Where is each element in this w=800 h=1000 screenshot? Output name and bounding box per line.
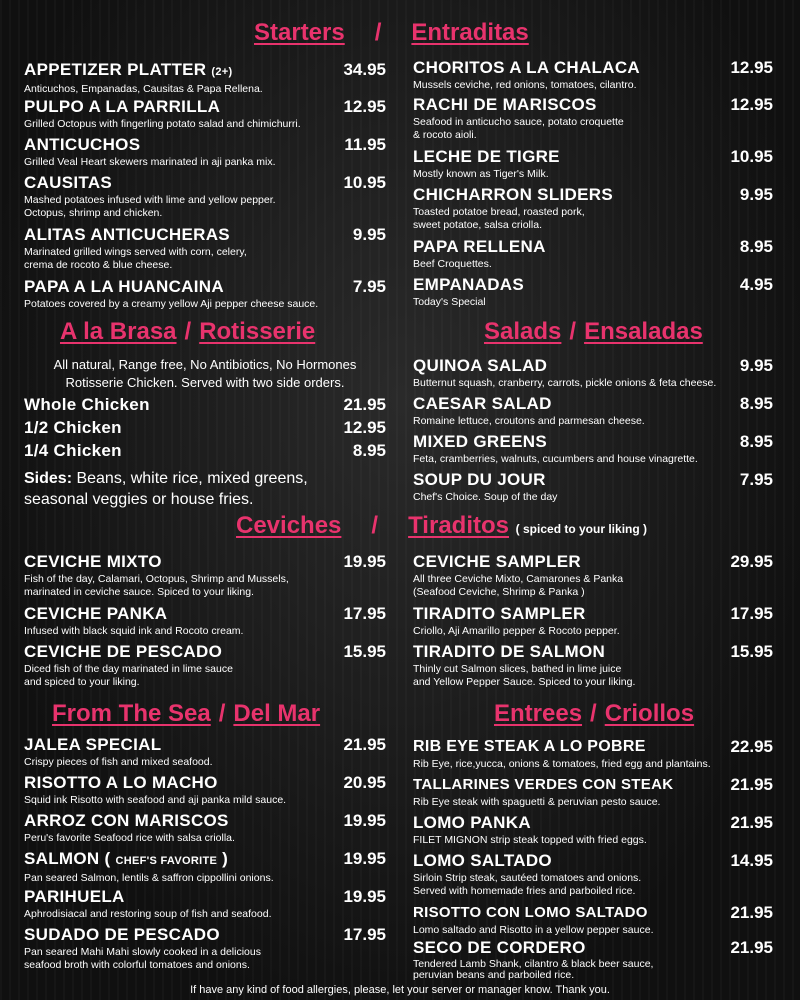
- item-price: 21.95: [343, 395, 386, 414]
- menu-item: [413, 903, 775, 937]
- item-name: CEVICHE PANKA: [24, 604, 168, 623]
- item-description: Rib Eye, rice,yucca, onions & tomatoes, fried egg and plantains.: [413, 758, 711, 770]
- item-price: 15.95: [730, 642, 773, 661]
- header-salads: [484, 318, 703, 346]
- menu-item: [413, 432, 775, 466]
- allergy-notice: If have any kind of food allergies, please, let your server or manager know. Thank you.: [190, 984, 610, 996]
- item-price: 7.95: [739, 470, 773, 489]
- item-name: TALLARINES VERDES CON STEAK: [413, 776, 674, 793]
- menu-item: [24, 395, 386, 415]
- item-name: TIRADITO DE SALMON: [413, 642, 606, 661]
- menu-item: [413, 470, 775, 504]
- menu-item: [24, 849, 386, 885]
- item-description: Squid ink Risotto with seafood and aji panka mild sauce.: [24, 794, 287, 806]
- header-brasa-es: Rotisserie: [199, 318, 316, 345]
- item-name: CEVICHE MIXTO: [24, 552, 162, 571]
- header-sea-en: From The Sea: [52, 700, 211, 727]
- menu-item: [24, 604, 386, 638]
- menu-item: [24, 173, 386, 220]
- item-description: Lomo saltado and Risotto in a yellow pepper sauce.: [413, 924, 654, 936]
- menu-item: [24, 135, 386, 169]
- item-name: RACHI DE MARISCOS: [413, 95, 597, 114]
- brasa-sides: [24, 468, 394, 510]
- item-name: 1/4 Chicken: [24, 441, 122, 460]
- item-price: 12.95: [343, 97, 386, 116]
- menu-item: [413, 642, 775, 689]
- menu-item: [413, 237, 775, 271]
- item-price: 19.95: [343, 887, 386, 906]
- item-description: Mostly known as Tiger's Milk.: [413, 168, 549, 180]
- item-name: PULPO A LA PARRILLA: [24, 97, 221, 116]
- header-ceviches-es: Tiraditos: [408, 512, 509, 539]
- item-name: PAPA A LA HUANCAINA: [24, 277, 224, 296]
- menu-item: [24, 60, 386, 96]
- item-price: 12.95: [730, 95, 773, 114]
- item-description: Romaine lettuce, croutons and parmesan cheese.: [413, 415, 645, 427]
- item-price: 9.95: [739, 185, 773, 204]
- header-separator: /: [374, 19, 382, 46]
- item-note: CHEF'S FAVORITE: [115, 855, 218, 867]
- item-name: SALMON (: [24, 849, 116, 868]
- header-starters-en: Starters: [254, 19, 345, 46]
- item-price: 19.95: [343, 552, 386, 571]
- item-description: All three Ceviche Mixto, Camarones & Panka (Seafood Ceviche, Shrimp & Panka ): [413, 573, 624, 598]
- item-description: Sirloin Strip steak, sautéed tomatoes and onions. Served with homemade fries and parboiled rice.: [413, 872, 642, 897]
- item-price: 34.95: [343, 60, 386, 79]
- header-separator: /: [371, 512, 379, 539]
- header-entrees: [494, 700, 694, 728]
- menu-item: [24, 735, 386, 769]
- header-entrees-en: Entrees: [494, 700, 583, 727]
- item-price: 14.95: [730, 851, 773, 870]
- item-name: EMPANADAS: [413, 275, 525, 294]
- item-name: RISOTTO CON LOMO SALTADO: [413, 904, 648, 921]
- item-price: 4.95: [739, 275, 773, 294]
- item-name-tail: ): [217, 849, 229, 868]
- menu-item: [413, 185, 775, 232]
- item-description: Chef's Choice. Soup of the day: [413, 491, 558, 503]
- sides-text: Beans, white rice, mixed greens, seasonal veggies or house fries.: [24, 470, 308, 508]
- menu-item: [413, 147, 775, 181]
- menu-item: [24, 811, 386, 845]
- menu-item: [24, 97, 386, 131]
- header-brasa: [60, 318, 315, 346]
- item-price: 8.95: [739, 394, 773, 413]
- item-name: ANTICUCHOS: [24, 135, 141, 154]
- item-price: 10.95: [343, 173, 386, 192]
- header-starters: [254, 19, 529, 47]
- item-description: Pan seared Mahi Mahi slowly cooked in a delicious seafood broth with colorful tomatoes and onions.: [24, 946, 261, 971]
- menu-item: [413, 58, 775, 92]
- item-description: Rib Eye steak with spaguetti & peruvian pesto sauce.: [413, 796, 661, 808]
- header-sea: [52, 700, 320, 728]
- menu-item: [413, 552, 775, 599]
- item-price: 9.95: [739, 356, 773, 375]
- header-separator: /: [184, 318, 192, 345]
- item-description: Mussels ceviche, red onions, tomatoes, cilantro.: [413, 79, 637, 91]
- header-starters-es: Entraditas: [411, 19, 529, 46]
- menu-item: [413, 851, 775, 898]
- item-price: 21.95: [730, 903, 773, 922]
- item-price: 29.95: [730, 552, 773, 571]
- item-description: Mashed potatoes infused with lime and yellow pepper. Octopus, shrimp and chicken.: [24, 194, 276, 219]
- item-price: 20.95: [343, 773, 386, 792]
- menu-item: [24, 887, 386, 921]
- item-description: Potatoes covered by a creamy yellow Aji pepper cheese sauce.: [24, 298, 319, 310]
- item-price: 8.95: [739, 432, 773, 451]
- menu-item: [413, 813, 775, 847]
- item-name: PARIHUELA: [24, 887, 125, 906]
- header-sea-es: Del Mar: [233, 700, 321, 727]
- item-name: CHICHARRON SLIDERS: [413, 185, 613, 204]
- item-description: Criollo, Aji Amarillo pepper & Rocoto pepper.: [413, 625, 620, 637]
- item-name: TIRADITO SAMPLER: [413, 604, 586, 623]
- header-salads-es: Ensaladas: [584, 318, 703, 345]
- item-description: Crispy pieces of fish and mixed seafood.: [24, 756, 213, 768]
- menu-item: [413, 275, 775, 309]
- item-name: CAESAR SALAD: [413, 394, 552, 413]
- item-name: RIB EYE STEAK A LO POBRE: [413, 738, 646, 755]
- menu-item: [24, 552, 386, 599]
- item-name: CEVICHE DE PESCADO: [24, 642, 223, 661]
- item-description: Beef Croquettes.: [413, 258, 492, 270]
- item-price: 19.95: [343, 811, 386, 830]
- header-ceviches-en: Ceviches: [236, 512, 342, 539]
- item-description: Grilled Veal Heart skewers marinated in aji panka mix.: [24, 156, 276, 168]
- item-name: MIXED GREENS: [413, 432, 547, 451]
- menu-item: [413, 394, 775, 428]
- item-price: 21.95: [730, 813, 773, 832]
- item-description: Pan seared Salmon, lentils & saffron cippollini onions.: [24, 872, 274, 884]
- item-name: RISOTTO A LO MACHO: [24, 773, 218, 792]
- item-price: 8.95: [352, 441, 386, 460]
- item-price: 9.95: [352, 225, 386, 244]
- menu-item: [24, 418, 386, 438]
- item-description: Today's Special: [413, 296, 486, 308]
- item-name: PAPA RELLENA: [413, 237, 546, 256]
- header-separator: /: [218, 700, 226, 727]
- item-price: 12.95: [343, 418, 386, 437]
- menu-item: [413, 604, 775, 638]
- header-ceviches-note: ( spiced to your liking ): [515, 522, 648, 536]
- item-description: Grilled Octopus with fingerling potato salad and chimichurri.: [24, 118, 301, 130]
- item-description: FILET MIGNON strip steak topped with fried eggs.: [413, 834, 647, 846]
- header-separator: /: [590, 700, 597, 727]
- menu-item: [24, 773, 386, 807]
- item-description: Toasted potatoe bread, roasted pork, sweet potatoe, salsa criolla.: [413, 206, 585, 231]
- item-name: CHORITOS A LA CHALACA: [413, 58, 640, 77]
- item-description: Butternut squash, cranberry, carrots, pickle onions & feta cheese.: [413, 377, 717, 389]
- item-name: SECO DE CORDERO: [413, 938, 586, 957]
- sides-label: Sides:: [24, 470, 73, 487]
- item-description: Feta, cramberries, walnuts, cucumbers and house vinagrette.: [413, 453, 698, 465]
- item-price: 7.95: [352, 277, 386, 296]
- item-price: 12.95: [730, 58, 773, 77]
- menu-item: [413, 775, 775, 809]
- item-price: 11.95: [344, 135, 386, 154]
- brasa-intro: All natural, Range free, No Antibiotics, No Hormones Rotisserie Chicken. Served with two side orders.: [53, 357, 357, 390]
- menu-item: [24, 925, 386, 972]
- item-price: 17.95: [343, 604, 386, 623]
- item-name: LECHE DE TIGRE: [413, 147, 560, 166]
- item-price: 17.95: [730, 604, 773, 623]
- item-name: SOUP DU JOUR: [413, 470, 546, 489]
- header-brasa-en: A la Brasa: [60, 318, 177, 345]
- item-description: Marinated grilled wings served with corn, celery, crema de rocoto & blue cheese.: [24, 246, 247, 271]
- menu-item: [24, 277, 386, 311]
- item-name: CAUSITAS: [24, 173, 113, 192]
- item-description: Diced fish of the day marinated in lime sauce and spiced to your liking.: [24, 663, 233, 688]
- item-description: Aphrodisiacal and restoring soup of fish and seafood.: [24, 908, 272, 920]
- header-salads-en: Salads: [484, 318, 562, 345]
- item-description: Infused with black squid ink and Rocoto cream.: [24, 625, 244, 637]
- item-description: Thinly cut Salmon slices, bathed in lime juice and Yellow Pepper Sauce. Spiced to your liking.: [413, 663, 636, 688]
- item-description: Seafood in anticucho sauce, potato croquette & rocoto aioli.: [413, 116, 624, 141]
- menu-item: [413, 356, 775, 390]
- item-price: 21.95: [343, 735, 386, 754]
- item-price: 8.95: [739, 237, 773, 256]
- item-name: 1/2 Chicken: [24, 418, 122, 437]
- item-name: LOMO SALTADO: [413, 851, 552, 870]
- header-separator: /: [569, 318, 577, 345]
- item-description: Fish of the day, Calamari, Octopus, Shrimp and Mussels, marinated in ceviche sauce. Spiced to your liking.: [24, 573, 289, 598]
- item-name: ARROZ CON MARISCOS: [24, 811, 229, 830]
- item-description: Peru's favorite Seafood rice with salsa criolla.: [24, 832, 235, 844]
- item-price: 15.95: [343, 642, 386, 661]
- item-price: 22.95: [730, 737, 773, 756]
- item-name: CEVICHE SAMPLER: [413, 552, 581, 571]
- item-description: Tendered Lamb Shank, cilantro & black beer sauce, peruvian beans and parboiled rice.: [413, 958, 654, 981]
- item-name: APPETIZER PLATTER: [24, 60, 207, 79]
- header-entrees-es: Criollos: [604, 700, 695, 727]
- menu-item: [413, 938, 775, 981]
- menu-item: [24, 225, 386, 272]
- item-price: 17.95: [343, 925, 386, 944]
- item-note: (2+): [211, 66, 233, 78]
- item-price: 19.95: [343, 849, 386, 868]
- item-price: 21.95: [730, 775, 773, 794]
- menu-item: [24, 441, 386, 461]
- item-price: 21.95: [730, 938, 773, 957]
- item-name: SUDADO DE PESCADO: [24, 925, 220, 944]
- item-name: JALEA SPECIAL: [24, 735, 162, 754]
- header-ceviches: [236, 512, 647, 543]
- menu-item: [413, 95, 775, 142]
- item-name: ALITAS ANTICUCHERAS: [24, 225, 230, 244]
- item-price: 10.95: [730, 147, 773, 166]
- menu-item: [24, 642, 386, 689]
- menu-item: [413, 737, 775, 771]
- item-description: Anticuchos, Empanadas, Causitas & Papa Rellena.: [24, 83, 263, 95]
- item-name: LOMO PANKA: [413, 813, 531, 832]
- item-name: Whole Chicken: [24, 395, 150, 414]
- item-name: QUINOA SALAD: [413, 356, 548, 375]
